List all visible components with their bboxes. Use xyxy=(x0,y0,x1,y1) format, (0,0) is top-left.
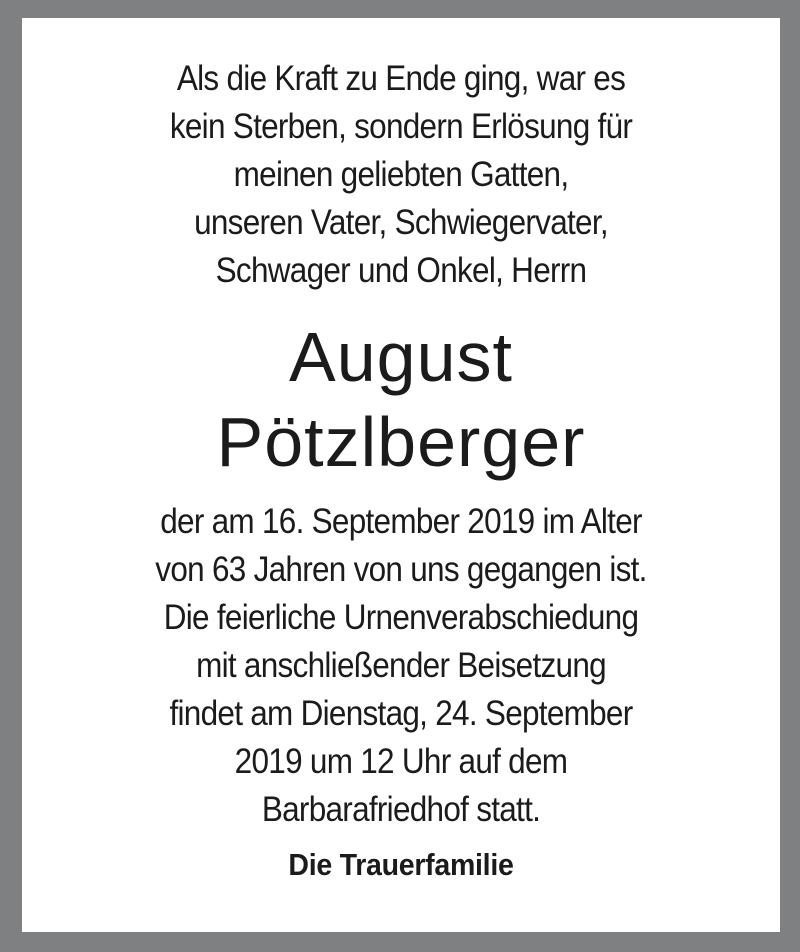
body-line: der am 16. September 2019 im Alter xyxy=(160,502,642,541)
intro-line: unseren Vater, Schwiegervater, xyxy=(194,203,608,242)
signature: Die Trauerfamilie xyxy=(288,847,514,882)
service-details xyxy=(22,498,780,834)
intro-text xyxy=(22,55,780,295)
body-line: findet am Dienstag, 24. September xyxy=(169,694,633,733)
intro-line: Schwager und Onkel, Herrn xyxy=(215,251,587,290)
body-line: Barbarafriedhof statt. xyxy=(261,790,541,829)
body-line: mit anschließender Beisetzung xyxy=(196,646,606,685)
intro-line: kein Sterben, sondern Erlösung für xyxy=(169,107,633,146)
last-name: Pötzlberger xyxy=(216,403,586,481)
body-line: von 63 Jahren von uns gegangen ist. xyxy=(155,550,647,589)
deceased-name xyxy=(22,315,780,485)
intro-line: meinen geliebten Gatten, xyxy=(233,155,569,194)
first-name: August xyxy=(289,318,513,396)
body-line: 2019 um 12 Uhr auf dem xyxy=(234,742,568,781)
intro-line: Als die Kraft zu Ende ging, war es xyxy=(176,59,626,98)
obituary-notice xyxy=(22,18,780,932)
body-line: Die feierliche Urnenverabschiedung xyxy=(163,598,639,637)
